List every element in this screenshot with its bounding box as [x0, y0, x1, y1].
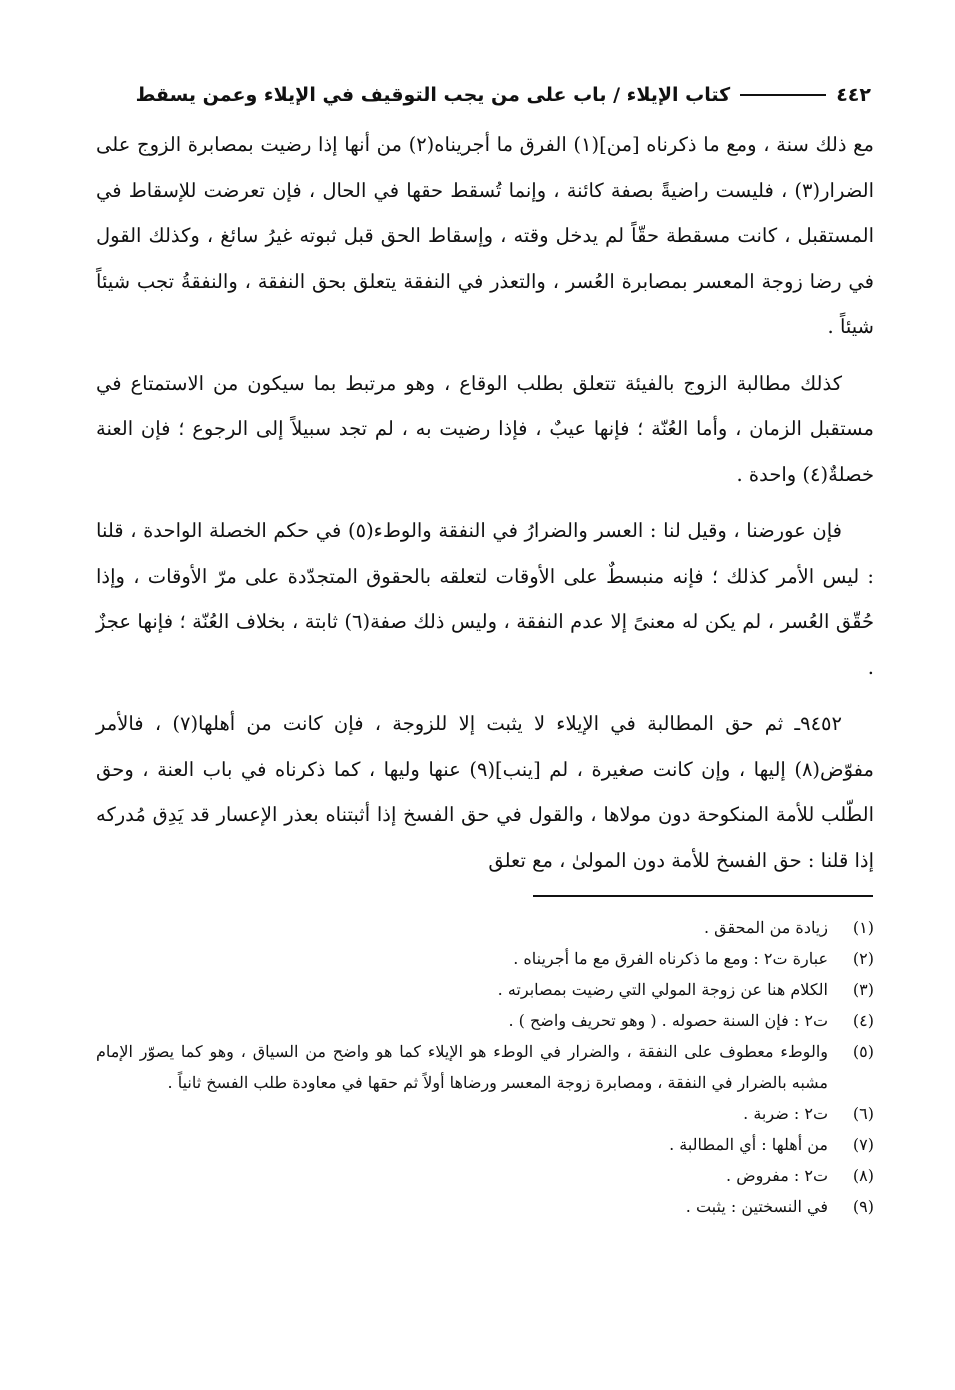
footnote-number: (٨) [852, 1166, 874, 1185]
main-text [96, 122, 874, 894]
footnote-number: (٤) [852, 1011, 874, 1030]
footnote-number: (٣) [852, 980, 874, 999]
footnote-text: في النسختين : يثبت . [685, 1197, 828, 1216]
footnote-text: من أهلها : أي المطالبة . [669, 1135, 828, 1154]
footnote-text: ت٢ : مفروض . [726, 1166, 828, 1185]
footnote-number: (٦) [852, 1104, 874, 1123]
footnote-number: (٢) [852, 949, 874, 968]
paragraph-2: كذلك مطالبة الزوج بالفيئة تتعلق بطلب الوقاع ، وهو مرتبط بما سيكون من الاستمتاع في مستقبل الزمان ، وأما العُنّة ؛ فإنها عيبٌ ، فإذا رضيت به ، لم تجد سبيلاً إلى الرجوع ؛ فإن العنة خصلةٌ(٤) واحدة . [96, 371, 874, 486]
footnote [96, 1005, 874, 1036]
footnote-text: والوطء معطوف على النفقة ، والضرار في الوطء هو الإيلاء كما هو واضح من السياق ، وهو كما يصوّر الإمام مشبه بالضرار في النفقة ، ومصابرة زوجة المعسر ورضاها أولاً ثم حقها في معاودة طلب الفسخ ثانياً . [96, 1042, 828, 1092]
footnote-text: ت٢ : فإن السنة حصوله . ( وهو تحريف واضح ) . [508, 1011, 828, 1030]
footnote-text: عبارة ت٢ : ومع ما ذكرناه الفرق مع ما أجريناه . [513, 949, 828, 968]
footnote [96, 943, 874, 974]
footnote-text: ت٢ : ضربة . [743, 1104, 828, 1123]
footnote-number: (٥) [852, 1042, 874, 1061]
footnote [96, 912, 874, 943]
header-rule [740, 94, 826, 96]
footnote [96, 1160, 874, 1191]
footnote-number: (١) [852, 918, 874, 937]
paragraph-1: مع ذلك سنة ، ومع ما ذكرناه [من](١) الفرق ما أجريناه(٢) من أنها إذا رضيت بمصابرة الزوج على الضرار(٣) ، فليست راضيةً بصفة كائنة ، وإنما تُسقط حقها في الحال ، فإن تعرضت للإسقاط في المستقبل ، كانت مسقطة حقّاً لم يدخل وقته ، وإسقاط الحق قبل ثبوته غيرُ سائغ ، وكذلك القول في رضا زوجة المعسر بمصابرة العُسر ، والتعذر في النفقة يتعلق بحق النفقة ، والنفقةُ تجب شيئاً شيئاً . [96, 133, 874, 338]
paragraph-3: فإن عورضنا ، وقيل لنا : العسر والضرارُ في النفقة والوطء(٥) في حكم الخصلة الواحدة ، قلنا : ليس الأمر كذلك ؛ فإنه منبسطٌ على الأوقات لتعلقه بالحقوق المتجدّدة على مرّ الأوقات ، وإذا حُقّق العُسر ، لم يكن له معنىً إلا عدم النفقة ، وليس ذلك صفة(٦) ثابتة ، بخلاف العُنّة ؛ فإنها عجزٌ . [96, 519, 874, 679]
header-title: كتاب الإيلاء / باب على من يجب التوقيف في الإيلاء وعمن يسقط [135, 84, 731, 106]
footnote-text: زيادة من المحقق . [704, 918, 828, 937]
footnote [96, 1098, 874, 1129]
footnote [96, 1191, 874, 1222]
footnotes [96, 912, 874, 1222]
paragraph-4: ٩٤٥٢ـ ثم حق المطالبة في الإيلاء لا يثبت إلا للزوجة ، فإن كانت من أهلها(٧) ، فالأمر مفوّض(٨) إليها ، وإن كانت صغيرة ، لم [ينب](٩) عنها وليها ، كما ذكرناه في باب العنة ، وحق الطّلب للأمة المنكوحة دون مولاها ، والقول في حق الفسخ إذا أثبتناه بعذر الإعسار قد يَدِق مُدركه إذا قلنا : حق الفسخ للأمة دون المولىٰ ، مع تعلق [96, 712, 874, 872]
footnote-separator [533, 895, 873, 897]
footnote [96, 1036, 874, 1098]
footnote-number: (٩) [852, 1197, 874, 1216]
running-header [96, 78, 871, 112]
footnote [96, 1129, 874, 1160]
footnote [96, 974, 874, 1005]
footnote-text: الكلام هنا عن زوجة المولي التي رضيت بمصابرته . [497, 980, 828, 999]
page-number: ٤٤٢ [836, 84, 871, 106]
footnote-number: (٧) [852, 1135, 874, 1154]
